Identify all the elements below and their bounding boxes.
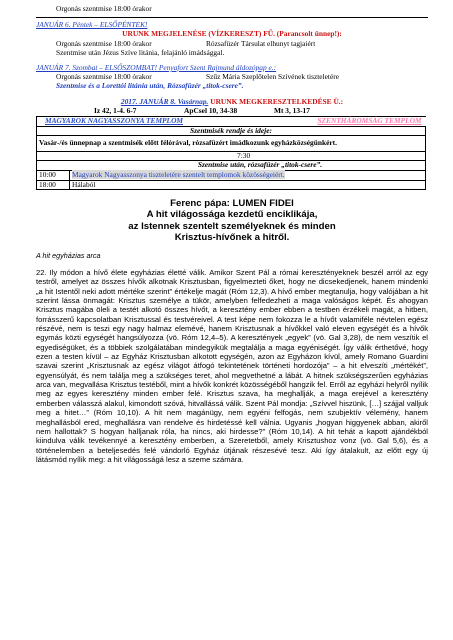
schedule-730-row: 7:30 [37,151,426,161]
jan7-heading: JANUÁR 7. Szombat – ELSŐSZOMBAT! Penyafort Szent Rajmund áldozópap e.: [36,63,277,73]
church-left-header: MAGYAROK NAGYASSZONYA TEMPLOM SZENTHÁROMSÁG TEMPLOM [37,117,426,127]
jan6-after: Szentmise után Jézus Szíve litánia, felajánló imádsággal. [56,47,225,57]
jan7-after: Szentmise és a Lorettói litánia után, Rózsafüzér „titok-csere”. [56,81,244,91]
article-paragraph: 22. Ily módon a hívő élete egyházias életté válik. Amikor Szent Pál a római keresztényeknek beszél arról az egy testről, amelyet az összes hívők alkotnak Krisztusban, figyelmezteti őket, hogy ne dicsekedjenek, hanem mindenki „a hit Istentől neki adott mértéke szerint” értékelje magát (Róm 12,3). A hívő ember megtanulja, hogy valójában a hit szerint lássa önmagát: Krisztus személye a tükör, amelyben felfedezheti a maga valóságos képét. És ahogyan Krisztus magába öleli a testét alkotó összes hívőt, a keresztény ember ebben a testben érzékeli magát, a hitben, forrásszerű kapcsolatban Krisztussal és testvéreivel. A test képe nem fokozza le a hívőt valamiféle névtelen egész részévé, nem is teszi egy nagy halmaz elemévé, hanem Krisztusnak a hívőkkel való eleven egységét és a hívők egymás közti egységét hangsúlyozza (vö. Róm 12,4–5). A keresztények „egyek” (vö. Gal 3,28), de nem veszítik el egyediségüket, és a többiek szolgálatában mindegyikük megtalálja a maga egyéniségét. Így válik érthetővé, hogy ezen a testen kívül – az Egyház Krisztusban alkotott egységén, azon az Egyházon kívül, amely Romano Guardini szavai szerint „Krisztusnak az egész világot átfogó tekintetének történeti hordozója” – a hit elveszíti „mértékét”, egyensúlyát, és nem találja meg a szükséges teret, ahol megvethetné a lábát. A hitnek szükségszerűen egyházias arca van, megvallása Krisztus testéből, mint a hívők konkrét közösségéből hangzik fel. Erről az egyházi helyről nyílik meg az egyes keresztény minden ember felé. Krisztus szava, ha meghallják, a maga erejével a keresztény emberben válasszá alakul, kimondott szóvá, hitvallássá válik. Szent Pál mondja: „Szívvel hiszünk, […] szájjal valljuk meg a hitet…” (Róm 10,10). A hit nem magánügy, nem egyéni felfogás, nem szubjektív vélemény, hanem meghallásból ered, meghallásra van rendelve és hirdetéssé kell válnia. Ugyanis „hogyan higgyenek abban, akiről nem hallottak? S hogyan halljanak róla, ha nincs, aki hirdesse?” (Róm 10,14). A hit tehát a kapott ajándékból kiindulva válik tevékennyé a keresztény emberben, a Szeretetből, amely Krisztushoz vonz (vö. Gal 5,6), és a történelemben a beteljesedés felé vándorló Egyház útjának részesévé tesz. Aki így átalakult, az előtt egy új látásmód nyílik meg: a hit világosságá lesz a szeme számára. [36,268,428,464]
top-mass-line: Orgonás szentmise 18:00 órakor [56,4,152,13]
schedule-header-row [37,117,426,127]
jan6-heading: JANUÁR 6. Péntek – ELSŐPÉNTEK! [36,20,148,30]
jan8-heading: 2017. JANUÁR 8. Vasárnap. URUNK MEGKERESZTELKEDÉSE Ü.: [120,96,344,106]
article-title: Ferenc pápa: LUMEN FIDEI A hit világossága kezdetű enciklikája, az Istennek szentelt személyeknek és minden Krisztus-hívőnek a hitről. [128,198,336,243]
schedule-row-1000: 10:00 Magyarok Nagyasszonya tiszteletére szentelt templomok közösségeiért. [37,171,426,181]
jan6-feast: URUNK MEGJELENÉSE (VÍZKERESZT) FŰ. (Parancsolt ünnep!): [122,29,342,39]
schedule-row-1800: 18:00 Hálaból [37,180,426,190]
bulletin-page [36,0,428,464]
jan6-mass: Orgonás szentmise 18:00 órakor Rózsafüzér Társulat elhunyt tagjaiért [56,38,316,48]
schedule-intent-1000: Magyarok Nagyasszonya tiszteletére szentelt templomok közösségeiért. [70,171,426,181]
jan7-mass: Orgonás szentmise 18:00 órakor Szűz Mária Szeplőtelen Szívének tiszteletére [56,72,339,82]
mass-schedule-table [36,116,426,190]
divider [36,17,428,18]
jan8-readings: Iz 42, 1-4. 6-7 ApCsel 10, 34-38 Mt 3, 13-17 [94,105,310,115]
schedule-after-row: Szentmise után, rózsafüzér „titok-csere”. [37,161,426,171]
schedule-order-row: Szentmisék rendje és ideje: [37,126,426,136]
schedule-note-row: Vasár-/és ünnepnap a szentmisék előtt félórával, rózsafüzért imádkozunk egyházközségünkért. [37,136,426,152]
article-subheading: A hit egyházias arca [36,251,101,260]
